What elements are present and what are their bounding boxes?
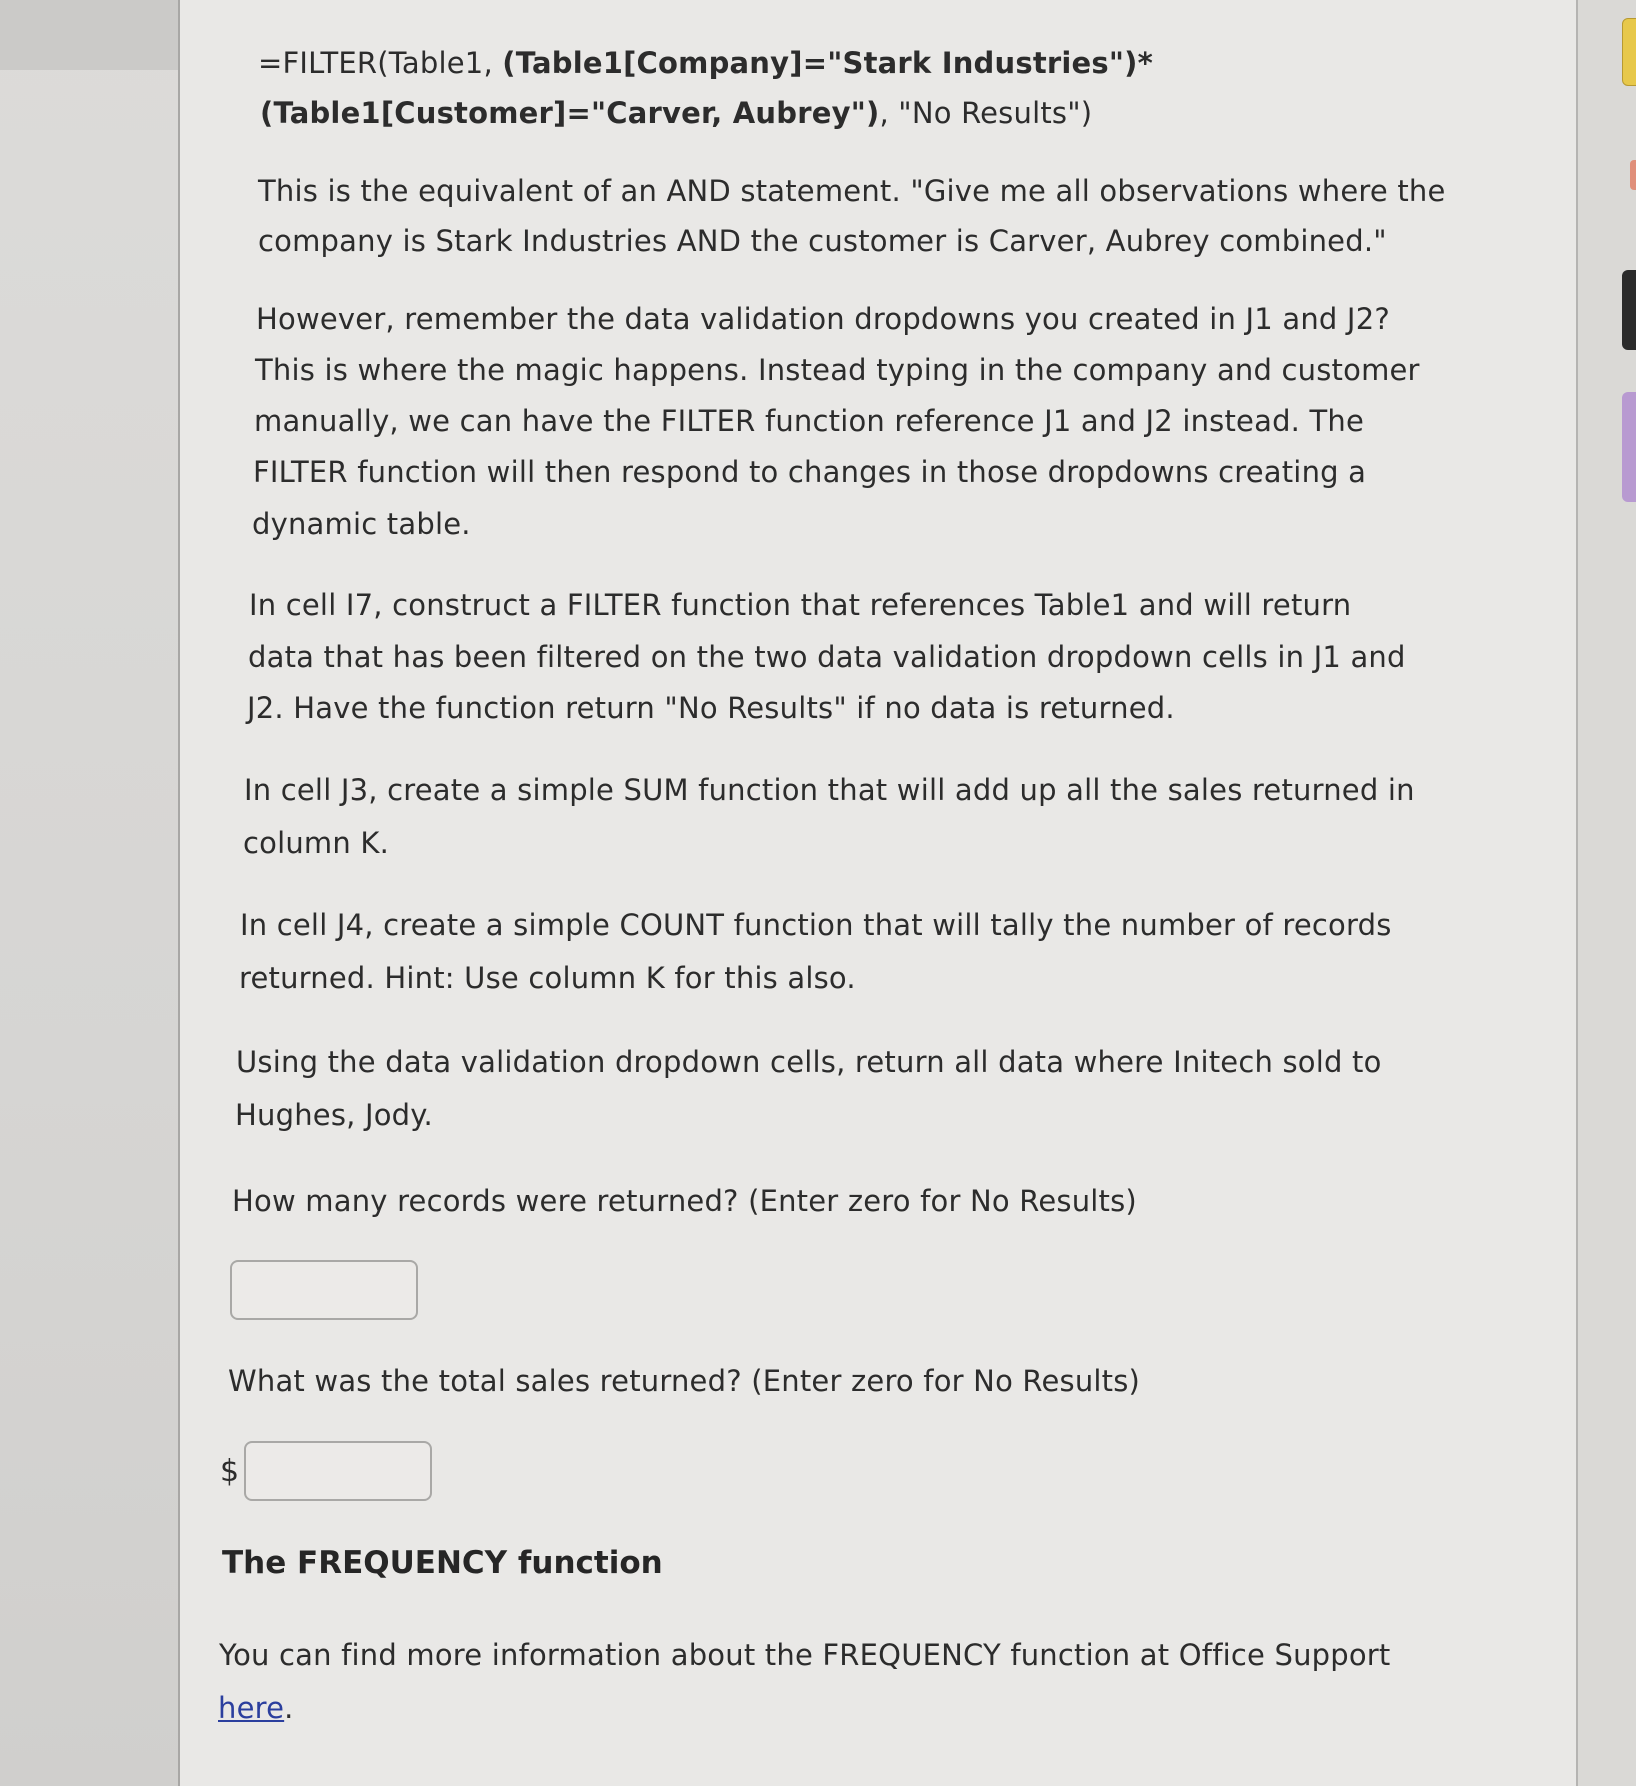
currency-symbol: $ — [220, 1454, 240, 1489]
right-sidebar-edge — [1578, 0, 1636, 1786]
left-tab-area — [0, 0, 198, 70]
paragraph-dropdown-line-5: dynamic table. — [252, 507, 471, 541]
instruction-i7-line-3: J2. Have the function return "No Results" if no data is returned. — [247, 691, 1175, 725]
formula-line-1 — [258, 38, 1153, 89]
formula-company-condition: (Table1[Company]="Stark Industries")* — [502, 46, 1153, 80]
instruction-i7-line-2: data that has been filtered on the two data validation dropdown cells in J1 and — [248, 640, 1406, 674]
left-gutter — [0, 0, 178, 1786]
records-question-label: How many records were returned? (Enter zero for No Results) — [232, 1184, 1137, 1218]
formula-prefix: =FILTER(Table1, — [258, 46, 503, 80]
sales-answer-input[interactable] — [244, 1441, 432, 1501]
paragraph-dropdown-line-4: FILTER function will then respond to changes in those dropdowns creating a — [253, 455, 1367, 489]
paragraph-dropdown-line-3: manually, we can have the FILTER function reference J1 and J2 instead. The — [254, 404, 1365, 438]
frequency-heading: The FREQUENCY function — [222, 1545, 663, 1581]
instruction-initech-line-1: Using the data validation dropdown cells, return all data where Initech sold to — [236, 1045, 1382, 1079]
formula-line-2 — [260, 88, 1092, 139]
orange-tab-marker[interactable] — [1630, 160, 1636, 190]
instruction-j4-line-2: returned. Hint: Use column K for this also. — [239, 961, 856, 995]
yellow-tab-marker[interactable] — [1622, 18, 1636, 86]
frequency-info-line-2 — [218, 1683, 294, 1734]
office-support-link[interactable]: here — [218, 1691, 285, 1725]
purple-tab-marker[interactable] — [1622, 392, 1636, 502]
paragraph-dropdown-line-2: This is where the magic happens. Instead typing in the company and customer — [255, 353, 1420, 387]
sales-question-label: What was the total sales returned? (Enter zero for No Results) — [228, 1364, 1141, 1398]
instruction-j3-line-1: In cell J3, create a simple SUM function that will add up all the sales returned in — [244, 773, 1415, 807]
paragraph-and-line-2: company is Stark Industries AND the customer is Carver, Aubrey combined." — [258, 224, 1387, 258]
content-panel — [178, 0, 1578, 1786]
formula-customer-condition: (Table1[Customer]="Carver, Aubrey") — [260, 96, 880, 130]
paragraph-and-line-1: This is the equivalent of an AND statement. "Give me all observations where the — [258, 174, 1446, 208]
instruction-j4-line-1: In cell J4, create a simple COUNT function that will tally the number of records — [240, 908, 1392, 942]
formula-suffix: , "No Results") — [879, 96, 1093, 130]
instruction-j3-line-2: column K. — [243, 826, 390, 860]
instruction-initech-line-2: Hughes, Jody. — [235, 1098, 433, 1132]
instruction-i7-line-1: In cell I7, construct a FILTER function that references Table1 and will return — [249, 588, 1352, 622]
frequency-info-period: . — [284, 1691, 294, 1725]
records-answer-input[interactable] — [230, 1260, 418, 1320]
frequency-info-line-1: You can find more information about the FREQUENCY function at Office Support — [219, 1638, 1391, 1672]
dark-tab-marker[interactable] — [1622, 270, 1636, 350]
paragraph-dropdown-line-1: However, remember the data validation dropdowns you created in J1 and J2? — [256, 302, 1390, 336]
